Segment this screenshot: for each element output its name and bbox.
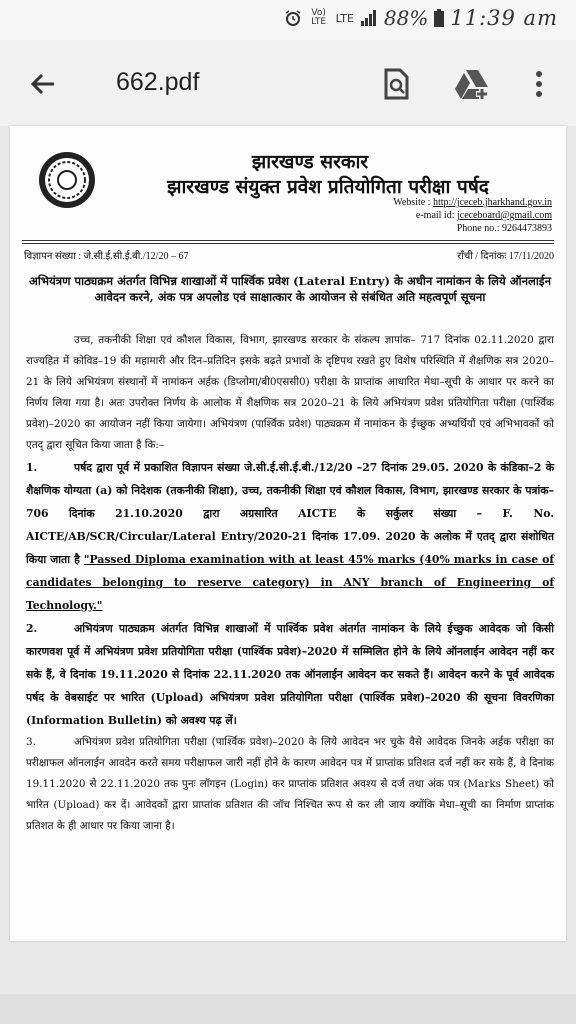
pdf-page [10,126,566,941]
more-options-button[interactable] [519,64,559,104]
divider [22,243,554,244]
document-title: 662.pdf [116,68,200,96]
org-name-line2: झारखण्ड संयुक्त प्रवेश प्रतियोगिता परीक्षा पर्षद [167,176,489,198]
battery-percent: 88% [383,6,429,30]
back-arrow-icon [24,64,64,104]
paragraph-1-text: पर्षद द्वारा पूर्व में प्रकाशित विज्ञापन संख्या जे.सी.ई.सी.ई.बी./12/20 –27 दिनांक 29.05. 2020 के कंडिका–2 के शैक्षणिक योग्यता (a) को निदेशक (तकनीकी शिक्षा), उच्च, तकनीकी शिक्षा एवं कौशल विकास, विभाग, झारखण्ड सरकार के पत्रांक– 706 दिनांक 21.10.2020 द्वारा अग्रसारित AICTE के सर्कुलर संख्या – F. No. AICTE/AB/SCR/Circular/Lateral Entry/2020-21 दिनांक 17.09. 2020 के अलोक में एतद् द्वारा संशोधित किया जाता है [26,461,554,566]
paragraph-1-quote: "Passed Diploma examination with at least 45% marks (40% marks in case of candidates belonging to reserve category) in ANY branch of Engineering of Technology." [26,553,554,612]
notice-body [26,330,554,837]
lte-indicator: LTE [335,11,354,25]
search-in-document-button[interactable] [376,64,416,104]
website-link[interactable]: http://jceceb.jharkhand.gov.in [432,197,552,208]
paragraph-2-text: अभियंत्रण पाठ्यक्रम अंतर्गत विभिन्न शाखाओं में पार्श्विक प्रवेश अंतर्गत नामांकन के लिये ईच्छुक आवेदक जो किसी कारणवश पूर्व में अभियंत्रण प्रवेश प्रतियोगिता परीक्षा (पार्श्विक प्रवेश)–2020 में सम्मिलित होने के लिये ऑनलाईन आवेदन नहीं कर सके हैं, वे दिनांक 19.11.2020 से दिनांक 22.11.2020 तक ऑनलाईन आवेदन कर सकते हैं। आवेदन करने के पूर्व आवेदक पर्षद के वेबसाईट पर भारित (Upload) अभियंत्रण प्रवेश प्रतियोगिता परीक्षा (पार्श्विक प्रवेश)–2020 की सूचना विवरणिका (Information Bulletin) को अवश्य पढ़ लें। [26,622,554,727]
ad-line [24,248,554,262]
clock: 11:39 am [450,6,558,30]
org-name-line1: झारखण्ड सरकार [251,151,369,173]
paragraph-1 [26,456,554,617]
app-bar [0,40,576,126]
intro-paragraph: उच्च, तकनीकी शिक्षा एवं कौशल विकास, विभाग, झारखण्ड सरकार के संकल्प ज्ञापांक– 717 दिनांक 02.11.2020 द्वारा राज्यहित में कोविड–19 की महामारी और दिन–प्रतिदिन इसके बढ़ते प्रभावों के दृष्टिपथ रखते हुए विशेष परिस्थिति में शैक्षणिक सत्र 2020–21 के लिये अभियंत्रण संस्थानों में नामांकन अर्हक (डिप्लोमा/बी0एससी0) परीक्षा के प्राप्तांक आधारित मेधा–सूची के आधार पर करने का निर्णय लिया गया है। अतः उपरोक्त निर्णय के आलोक में शैक्षणिक सत्र 2020–21 के लिये अभियंत्रण प्रवेश प्रतियोगिता परीक्षा (पार्श्विक प्रवेश)–2020 का आयोजन नहीं किया जायेगा। अभियंत्रण (पार्श्विक प्रवेश) पाठ्यक्रम में नामांकन के ईच्छुक अभ्यर्थियों एवं अभिभावकों को एतद् द्वारा सूचित किया जाता है कि:– [26,334,554,451]
more-vert-icon [519,64,559,104]
divider [22,240,554,241]
volte-indicator: Vo) LTE [311,8,327,27]
email-label: e-mail id: [415,210,457,221]
phone-number: Phone no.: 9264473893 [456,223,552,234]
paragraph-number: 2. [26,622,38,635]
paragraph-number: 1. [26,461,38,474]
signal-icon [360,10,378,26]
navigation-bar [0,994,576,1024]
add-to-drive-button[interactable] [452,64,492,104]
paragraph-2 [26,617,554,732]
status-bar [0,0,576,40]
jceceb-logo [37,150,97,210]
ad-date: राँची / दिनांकः 17/11/2020 [457,251,554,262]
contact-block [393,196,552,235]
search-document-icon [376,64,416,104]
back-button[interactable] [24,64,64,104]
paragraph-number: 3. [26,736,36,748]
paragraph-3 [26,732,554,837]
paragraph-3-text: अभियंत्रण प्रवेश प्रतियोगिता परीक्षा (पार्श्विक प्रवेश)–2020 के लिये आवेदन भर चुके वैसे आवेदक जिनके अर्हक परीक्षा का परीक्षाफल ऑनलाईन आवदेन करते समय परीक्षाफल जारी नहीं होने के कारण आवेदन पत्र में प्राप्तांक प्रतिशत दर्ज नहीं कर सके हैं, वे दिनांक 19.11.2020 से 22.11.2020 तक पुनः लॉगइन (Login) कर प्राप्तांक प्रतिशत अवश्य से दर्ज तथा अंक पत्र (Marks Sheet) को भारित (Upload) कर दें। आवेदकों द्वारा प्राप्तांक प्रतिशत की जॉच निश्चित रूप से कर ली जाय क्योंकि मेधा–सूची का निर्माण प्राप्तांक प्रतिशत के ही आधार पर किया जाना है। [26,736,554,832]
notice-heading: अभियंत्रण पाठ्यक्रम अंतर्गत विभिन्न शाखाओं में पार्श्विक प्रवेश (Lateral Entry) के अधीन नामांकन के लिये ऑनलाईन आवेदन करने, अंक पत्र अपलोड एवं साक्षात्कार के आयोजन से संबंधित अति महत्वपूर्ण सूचना [28,274,552,304]
ad-number: विज्ञापन संख्या : जे.सी.ई.सी.ई.बी./12/20 – 67 [24,251,189,262]
alarm-icon [284,9,302,27]
battery-icon [434,9,444,27]
email-link[interactable]: jceceboard@gmail.com [457,210,552,221]
website-label: Website : [393,197,433,208]
drive-add-icon [452,64,492,104]
status-indicators [284,6,558,30]
